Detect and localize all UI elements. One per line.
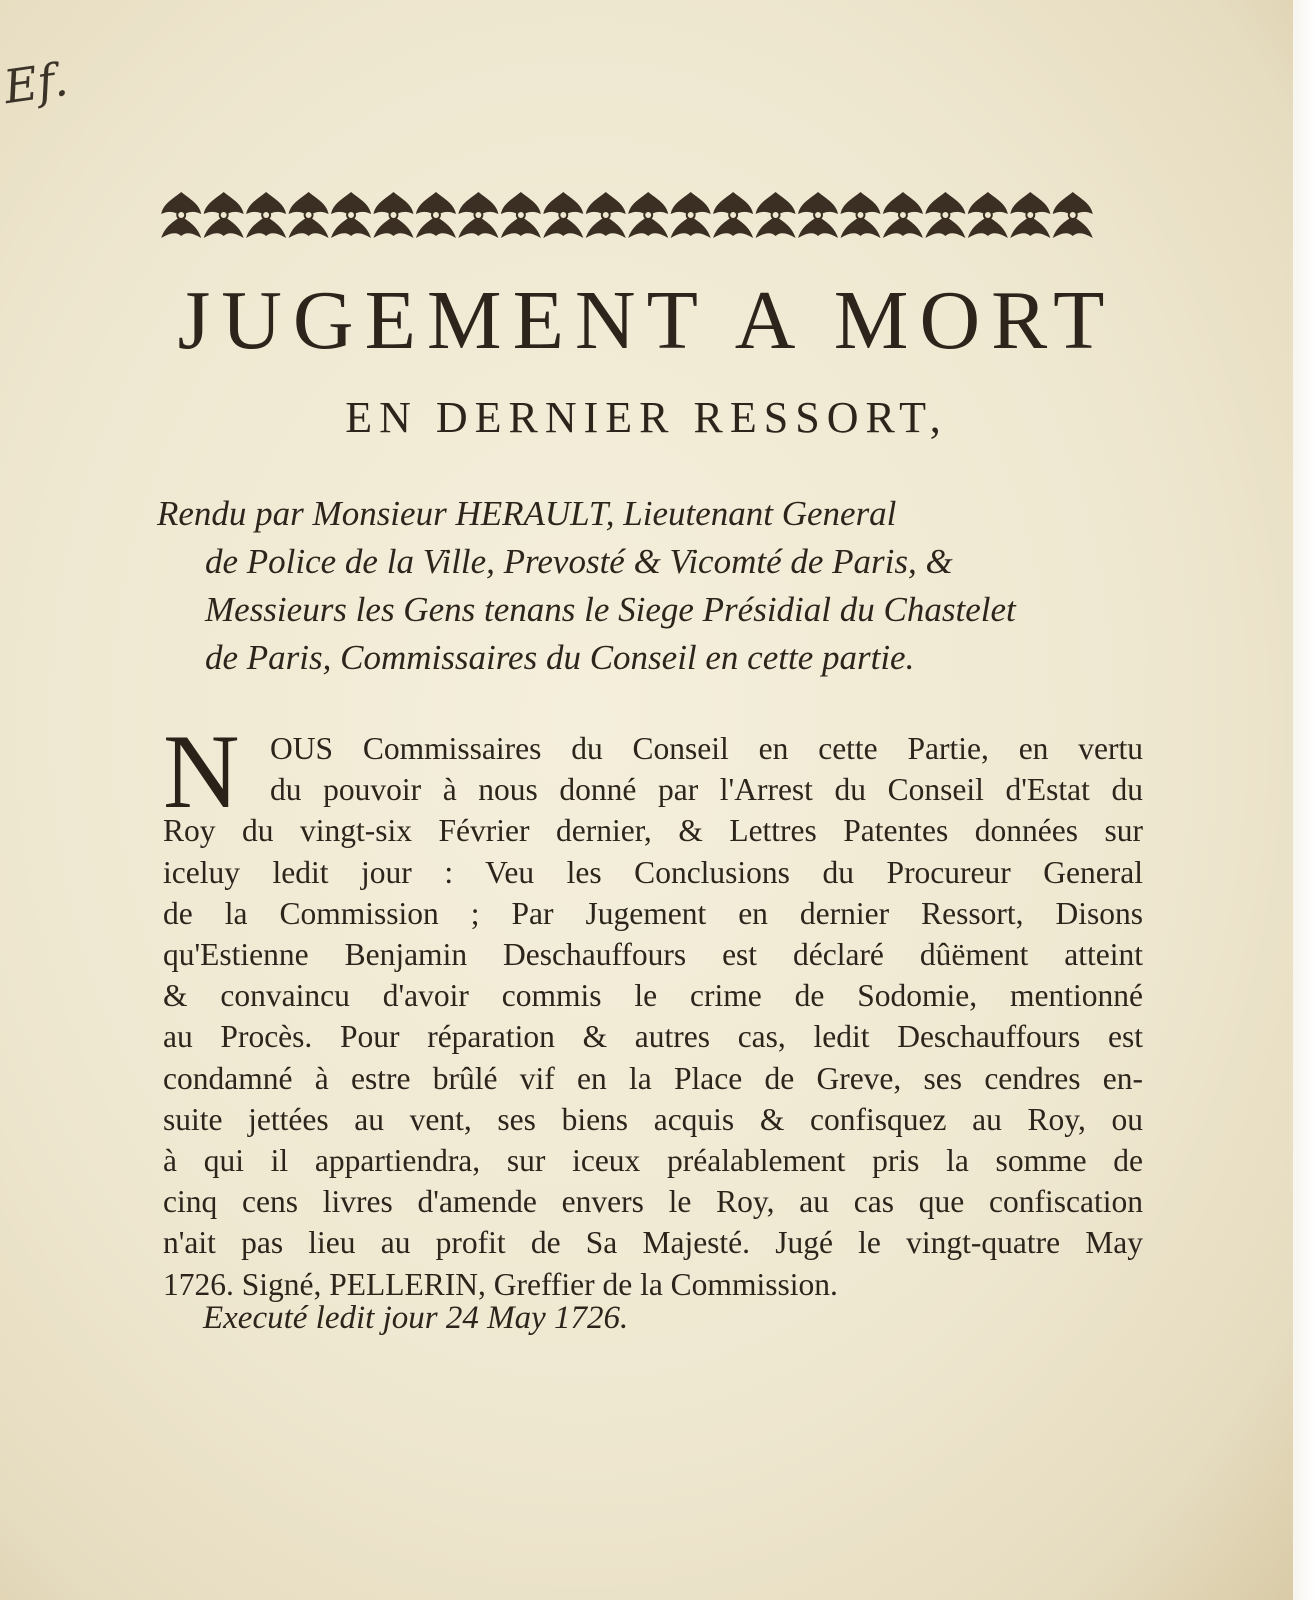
fleuron-ornament	[968, 192, 1008, 238]
fleuron-ornament	[798, 192, 838, 238]
fleuron-ornament	[501, 192, 541, 238]
intro-line: de Police de la Ville, Prevosté & Vicomté de Paris, &	[205, 542, 953, 581]
body-line: du pouvoir à nous donné par l'Arrest du Conseil d'Estat du	[270, 772, 1143, 808]
body-line: au Procès. Pour réparation & autres cas, ledit Deschauffours est	[163, 1019, 1143, 1055]
body-line: Roy du vingt-six Février dernier, & Lettres Patentes données sur	[163, 813, 1143, 849]
body-line: qu'Estienne Benjamin Deschauffours est déclaré dûëment atteint	[163, 937, 1143, 973]
fleuron-ornament	[841, 192, 881, 238]
fleuron-ornament	[1053, 192, 1093, 238]
body-line: à qui il appartiendra, sur iceux préalablement pris la somme de	[163, 1143, 1143, 1179]
drop-cap: N	[163, 713, 240, 830]
body-line: 1726. Signé, PELLERIN, Greffier de la Commission.	[163, 1266, 838, 1302]
body-line: de la Commission ; Par Jugement en dernier Ressort, Disons	[163, 895, 1143, 931]
fleuron-ornament	[586, 192, 626, 238]
body-line: n'ait pas lieu au profit de Sa Majesté. Jugé le vingt-quatre May	[163, 1225, 1143, 1261]
fleuron-ornament	[543, 192, 583, 238]
handwritten-margin-note: Ef.	[0, 51, 72, 115]
body-line: & convaincu d'avoir commis le crime de Sodomie, mentionné	[163, 978, 1143, 1014]
judgment-body	[163, 728, 1143, 1305]
ornamental-border	[160, 186, 1094, 244]
body-line: cinq cens livres d'amende envers le Roy, au cas que confiscation	[163, 1184, 1143, 1220]
fleuron-ornament	[416, 192, 456, 238]
fleuron-ornament	[374, 192, 414, 238]
body-line: condamné à estre brûlé vif en la Place de Greve, ses cendres en-	[163, 1060, 1143, 1096]
scan-edge	[1293, 0, 1316, 1600]
fleuron-ornament	[204, 192, 244, 238]
fleuron-ornament	[883, 192, 923, 238]
body-line: suite jettées au vent, ses biens acquis & confisquez au Roy, ou	[163, 1101, 1143, 1137]
fleuron-ornament	[671, 192, 711, 238]
fleuron-ornament	[246, 192, 286, 238]
intro-line: Rendu par Monsieur HERAULT, Lieutenant General	[157, 494, 897, 533]
intro-line: de Paris, Commissaires du Conseil en cette partie.	[205, 638, 915, 677]
fleuron-ornament	[756, 192, 796, 238]
document-subtitle: EN DERNIER RESSORT,	[345, 393, 948, 442]
fleuron-ornament	[161, 192, 201, 238]
intro-line: Messieurs les Gens tenans le Siege Présidial du Chastelet	[205, 590, 1016, 629]
fleuron-ornament	[289, 192, 329, 238]
body-line: iceluy ledit jour : Veu les Conclusions du Procureur General	[163, 854, 1143, 890]
fleuron-ornament	[331, 192, 371, 238]
fleuron-ornament	[925, 192, 965, 238]
fleuron-ornament	[458, 192, 498, 238]
fleuron-ornament	[628, 192, 668, 238]
execution-note: Executé ledit jour 24 May 1726.	[203, 1300, 629, 1336]
document-title: JUGEMENT A MORT	[177, 274, 1116, 367]
fleuron-ornament	[713, 192, 753, 238]
fleuron-ornament	[1010, 192, 1050, 238]
intro-paragraph	[157, 490, 1137, 682]
body-line: OUS Commissaires du Conseil en cette Partie, en vertu	[270, 731, 1143, 766]
